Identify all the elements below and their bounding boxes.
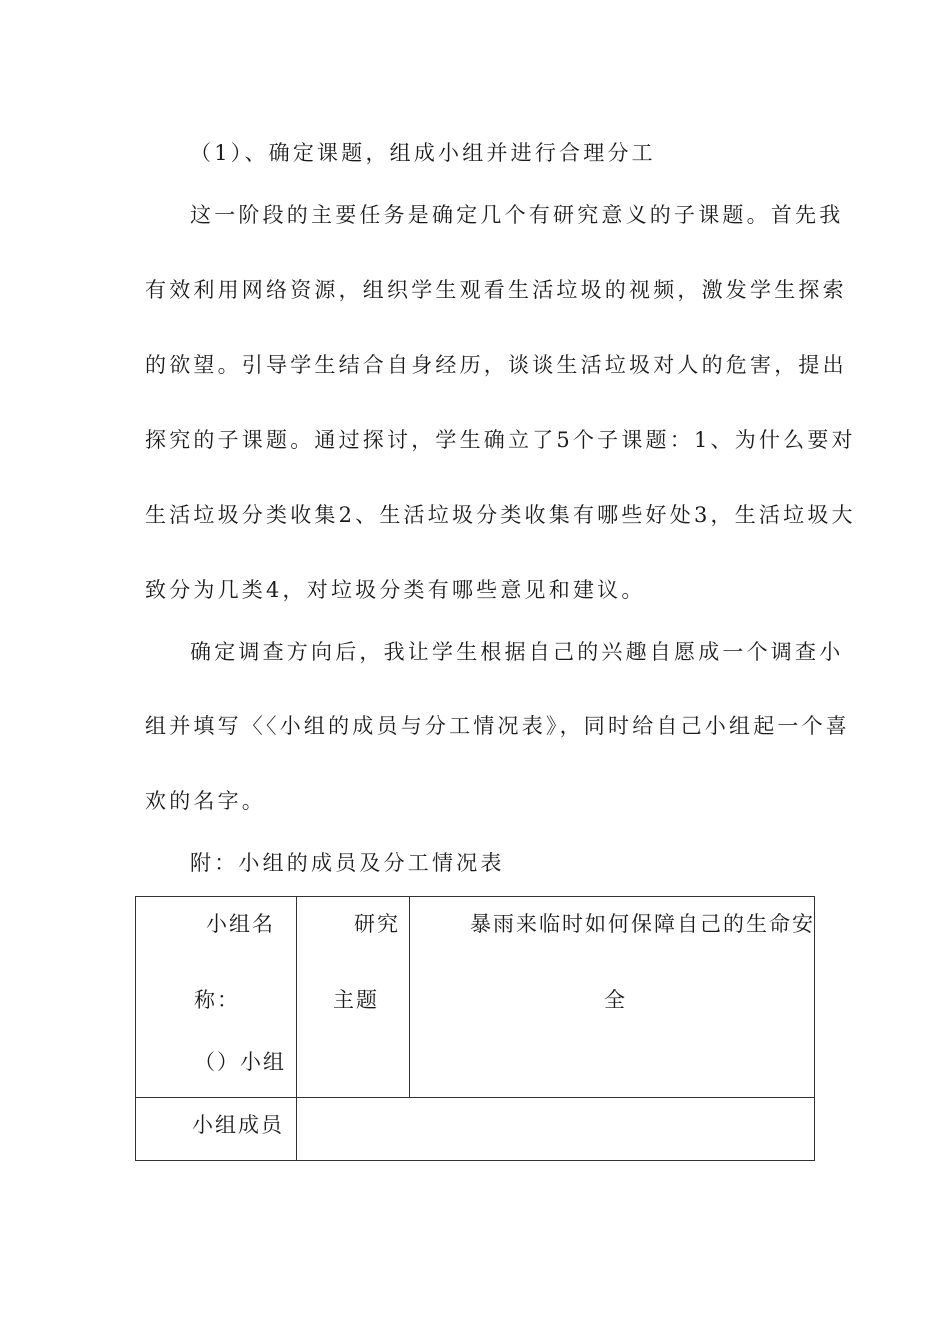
table-row — [136, 897, 815, 1098]
topic-label-line2: 主题 — [333, 988, 379, 1012]
topic-label-cell — [297, 897, 410, 1098]
paragraph-line: 的欲望。引导学生结合自身经历，谈谈生活垃圾对人的危害，提出 — [145, 353, 847, 377]
group-name-value: （）小组 — [194, 1050, 286, 1074]
paragraph-line: 致分为几类4，对垃圾分类有哪些意见和建议。 — [145, 578, 646, 602]
appendix-caption: 附：小组的成员及分工情况表 — [190, 851, 505, 875]
paragraph-line: 组并填写〈〈小组的成员与分工情况表》，同时给自己小组起一个喜 — [145, 714, 850, 738]
group-name-label-line1: 小组名 — [206, 912, 275, 936]
paragraph-line: 探究的子课题。通过探讨，学生确立了5个子课题：1、为什么要对 — [145, 428, 856, 452]
group-name-label-line2: 称： — [194, 988, 240, 1012]
paragraph-line: 欢的名字。 — [145, 789, 266, 813]
paragraph-line: 有效利用网络资源，组织学生观看生活垃圾的视频，激发学生探索 — [145, 278, 847, 302]
topic-value-line2: 全 — [604, 988, 627, 1012]
section-heading: （1）、确定课题，组成小组并进行合理分工 — [190, 141, 656, 165]
table-row — [136, 1098, 815, 1161]
group-roster-table — [135, 896, 815, 1161]
paragraph-line: 生活垃圾分类收集2、生活垃圾分类收集有哪些好处3，生活垃圾大 — [145, 503, 856, 527]
paragraph-line: 确定调查方向后，我让学生根据自己的兴趣自愿成一个调查小 — [190, 640, 844, 664]
topic-label-line1: 研究 — [354, 912, 400, 936]
paragraph-line: 这一阶段的主要任务是确定几个有研究意义的子课题。首先我 — [190, 203, 844, 227]
members-value-cell — [297, 1098, 815, 1161]
members-label: 小组成员 — [192, 1113, 284, 1137]
members-label-cell — [136, 1098, 297, 1161]
group-name-cell — [136, 897, 297, 1098]
topic-value-line1: 暴雨来临时如何保障自己的生命安 — [470, 912, 815, 936]
topic-value-cell — [410, 897, 815, 1098]
